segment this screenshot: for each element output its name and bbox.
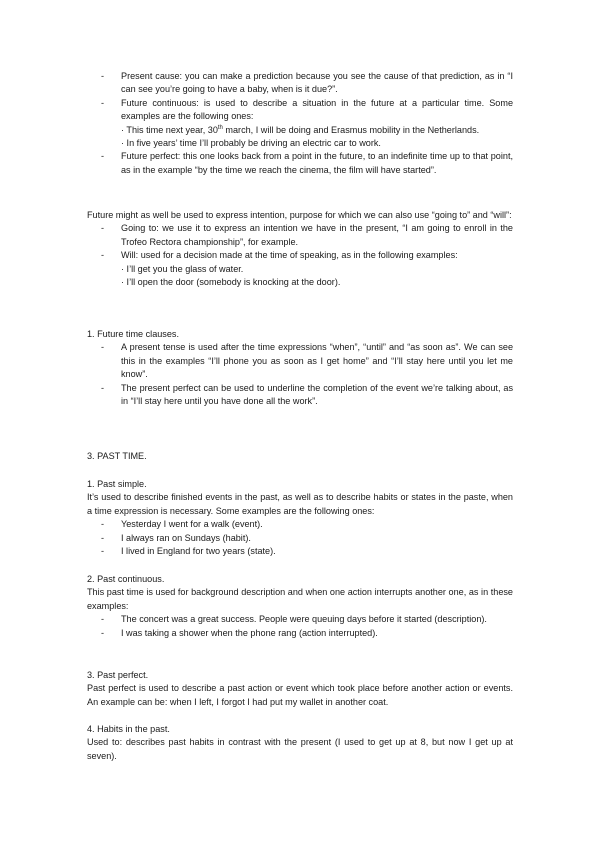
list-item: [87, 341, 513, 381]
past-continuous-example: I was taking a shower when the phone rang (action interrupted).: [121, 627, 378, 638]
superscript: th: [217, 124, 223, 131]
past-continuous-section: [87, 573, 513, 640]
bullet-dash: -: [101, 250, 105, 261]
past-perfect-text: Past perfect is used to describe a past action or event which took place before another action or events. An example can be: when I left, I forgot I had put my wallet in another coat.: [87, 683, 513, 707]
bullet-dash: -: [101, 151, 105, 162]
intention-section: [87, 209, 513, 289]
past-simple-intro: It’s used to describe finished events in the past, as well as to describe habits or states in the paste, when a time expression is necessary. Some examples are the following ones:: [87, 492, 513, 516]
section-heading: 1. Past simple.: [87, 479, 147, 489]
section-heading: 3. Past perfect.: [87, 670, 149, 680]
bullet-dash: -: [101, 223, 105, 234]
example-line: [87, 124, 513, 137]
past-continuous-intro: This past time is used for background description and when one action interrupts another one, as in these examples:: [87, 587, 513, 611]
list-item: [87, 613, 513, 626]
bullet-dash: -: [101, 546, 105, 557]
past-perfect-section: [87, 669, 513, 709]
bullet-dash: -: [101, 342, 105, 353]
example-text: · This time next year, 30: [121, 124, 218, 135]
list-item: [87, 222, 513, 249]
going-to-text: Going to: we use it to express an intention we have in the present, “I am going to enroll in the Trofeo Rectora championship”, for example.: [121, 223, 513, 247]
section-heading: 4. Habits in the past.: [87, 724, 170, 734]
will-text: Will: used for a decision made at the time of speaking, as in the following examples:: [121, 250, 458, 261]
example-text: march, I will be doing and Erasmus mobility in the Netherlands.: [222, 124, 480, 135]
list-item: [87, 545, 513, 558]
section-heading: 3. PAST TIME.: [87, 451, 147, 461]
list-item: [87, 97, 513, 124]
list-item: [87, 532, 513, 545]
past-simple-example: I lived in England for two years (state).: [121, 546, 276, 557]
list-item: [87, 518, 513, 531]
future-continuous-text: Future continuous: is used to describe a situation in the future at a particular time. Some examples are the following ones:: [121, 97, 513, 122]
past-simple-example: I always ran on Sundays (habit).: [121, 532, 251, 543]
future-forms-list: [87, 70, 513, 177]
habits-text: Used to: describes past habits in contrast with the present (I used to get up at 8, but now I get up at seven).: [87, 737, 513, 761]
bullet-dash: -: [101, 519, 105, 530]
bullet-dash: -: [101, 614, 105, 625]
future-perfect-text: Future perfect: this one looks back from a point in the future, to an indefinite time up to that point, as in the example “by the time we reach the cinema, the film will have started”.: [121, 151, 513, 175]
time-clause-text: A present tense is used after the time expressions “when”, “until” and “as soon as”. We can see this in the examples “I’ll phone you as soon as I get home” and “I’ll stay here until you let me know”.: [121, 342, 513, 380]
list-item: [87, 627, 513, 640]
example-line: · I’ll get you the glass of water.: [121, 263, 244, 274]
list-item: [87, 382, 513, 409]
list-item: [87, 249, 513, 262]
bullet-dash: -: [101, 382, 105, 393]
bullet-dash: -: [101, 97, 105, 108]
past-simple-section: [87, 478, 513, 558]
list-item: [87, 150, 513, 177]
example-line: · In five years’ time I’ll probably be driving an electric car to work.: [121, 138, 381, 149]
bullet-dash: -: [101, 532, 105, 543]
bullet-dash: -: [101, 627, 105, 638]
time-clause-text: The present perfect can be used to underline the completion of the event we’re talking about, as in “I’ll stay here until you have done all the work”.: [121, 382, 513, 407]
section-heading: 1. Future time clauses.: [87, 329, 179, 339]
time-clauses-section: [87, 328, 513, 408]
past-continuous-example: The concert was a great success. People were queuing days before it started (description).: [121, 614, 487, 625]
section-heading: 2. Past continuous.: [87, 574, 165, 584]
habits-section: [87, 723, 513, 763]
list-item: [87, 70, 513, 97]
past-time-section: [87, 450, 513, 463]
bullet-dash: -: [101, 71, 105, 81]
intention-intro: Future might as well be used to express intention, purpose for which we can also use “going to” and “will”:: [87, 210, 512, 220]
example-line: · I’ll open the door (somebody is knocking at the door).: [121, 277, 341, 288]
present-cause-text: Present cause: you can make a prediction because you see the cause of that prediction, as in “I can see you’re going to have a baby, when is it due?”.: [121, 71, 513, 95]
past-simple-example: Yesterday I went for a walk (event).: [121, 519, 263, 530]
